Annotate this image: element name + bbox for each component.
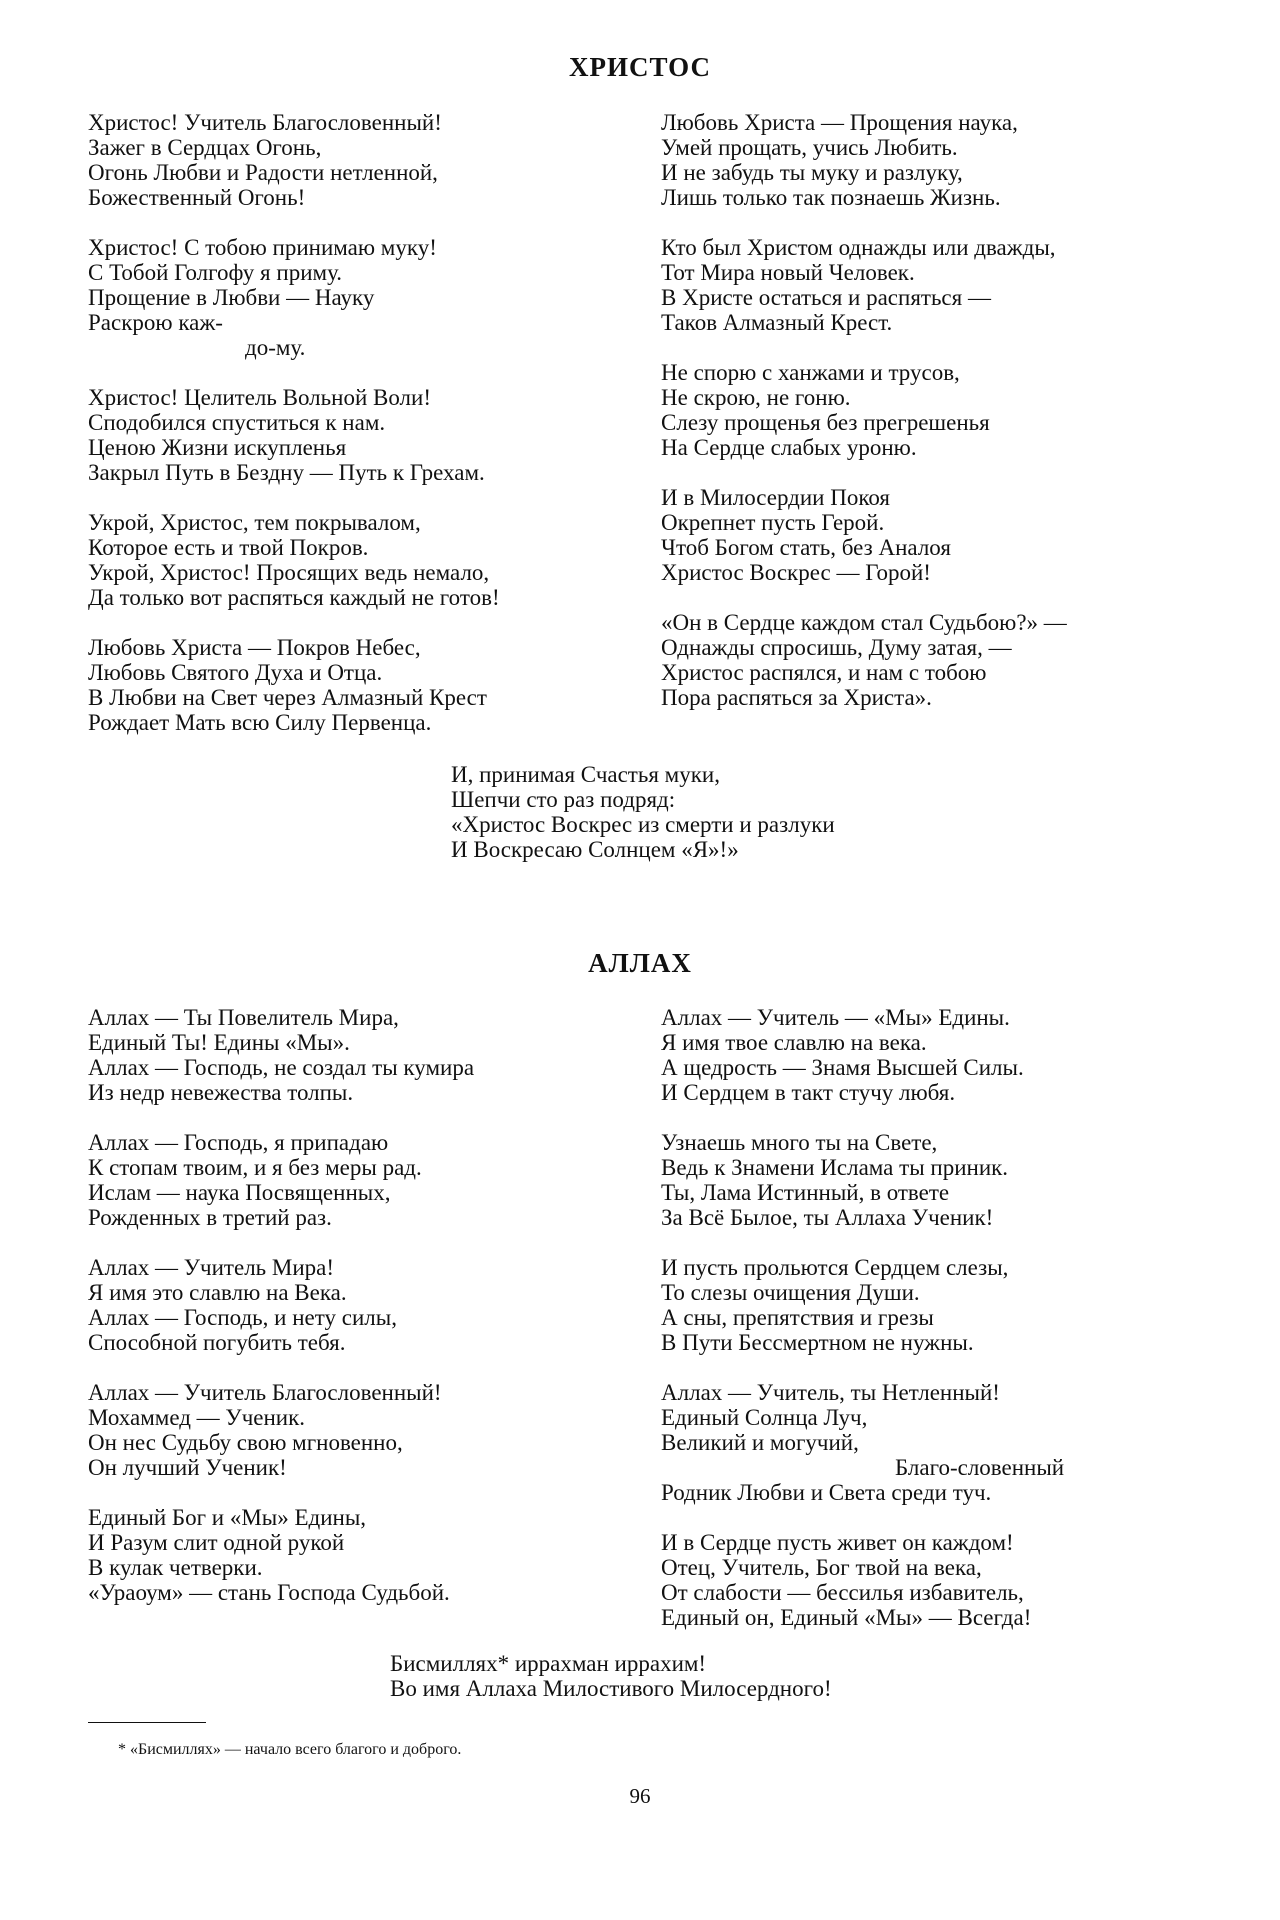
verse-line: Шепчи сто раз подряд:: [451, 787, 676, 812]
verse-line: И Разум слит одной рукой: [88, 1530, 345, 1555]
verse-line: Рожденных в третий раз.: [88, 1205, 332, 1230]
verse-line: Единый Ты! Едины «Мы».: [88, 1030, 350, 1055]
verse-line: А сны, препятствия и грезы: [661, 1305, 934, 1330]
stanza: [661, 1380, 1241, 1505]
verse-line: Любовь Христа — Покров Небес,: [88, 635, 421, 660]
verse-line: Ценою Жизни искупленья: [88, 435, 347, 460]
verse-line: Однажды спросишь, Думу затая, —: [661, 635, 1012, 660]
poem1-right-column: [661, 110, 1241, 710]
stanza: [661, 1255, 1241, 1355]
stanza: [661, 235, 1241, 335]
verse-line: Аллах — Учитель — «Мы» Едины.: [661, 1005, 1010, 1030]
verse-line: до-му.: [245, 335, 306, 360]
verse-line: Узнаешь много ты на Свете,: [661, 1130, 938, 1155]
stanza: [451, 762, 1011, 862]
verse-line: Кто был Христом однажды или дважды,: [661, 235, 1056, 260]
poem-title-allah: АЛЛАХ: [588, 948, 692, 978]
verse-line: Укрой, Христос! Просящих ведь немало,: [88, 560, 490, 585]
verse-line: Аллах — Учитель, ты Нетленный!: [661, 1380, 1000, 1405]
verse-line: Ведь к Знамени Ислама ты приник.: [661, 1155, 1009, 1180]
verse-line: Мохаммед — Ученик.: [88, 1405, 306, 1430]
verse-line: Единый он, Единый «Мы» — Всегда!: [661, 1605, 1032, 1630]
verse-line: Отец, Учитель, Бог твой на века,: [661, 1555, 982, 1580]
stanza: [661, 1130, 1241, 1230]
verse-line: Умей прощать, учись Любить.: [661, 135, 958, 160]
verse-line: Чтоб Богом стать, без Аналоя: [661, 535, 951, 560]
stanza: [661, 110, 1241, 210]
verse-line: Бисмиллях* иррахман иррахим!: [390, 1651, 707, 1676]
stanza: [88, 1505, 628, 1605]
verse-line: И в Сердце пусть живет он каждом!: [661, 1530, 1014, 1555]
verse-line: Не скрою, не гоню.: [661, 385, 851, 410]
footnote: * «Бисмиллях» — начало всего благого и доброго.: [118, 1741, 462, 1758]
verse-line: Раскрою каж-: [88, 310, 223, 335]
verse-line: И в Милосердии Покоя: [661, 485, 891, 510]
verse-line: А щедрость — Знамя Высшей Силы.: [661, 1055, 1024, 1080]
verse-line: Христос! Целитель Вольной Воли!: [88, 385, 432, 410]
footnote-divider: [88, 1722, 206, 1723]
verse-line: Тот Мира новый Человек.: [661, 260, 915, 285]
stanza: [390, 1651, 1090, 1701]
verse-line: Христос Воскрес — Горой!: [661, 560, 931, 585]
verse-line: Он лучший Ученик!: [88, 1455, 287, 1480]
stanza: [661, 610, 1241, 710]
page-number: 96: [629, 1784, 651, 1808]
verse-line: И Сердцем в такт стучу любя.: [661, 1080, 956, 1105]
verse-line: Сподобился спуститься к нам.: [88, 410, 386, 435]
verse-line: «Ураоум» — стань Господа Судьбой.: [88, 1580, 450, 1605]
verse-line: И Воскресаю Солнцем «Я»!»: [451, 837, 739, 862]
verse-line: Лишь только так познаешь Жизнь.: [661, 185, 1001, 210]
verse-line: Единый Солнца Луч,: [661, 1405, 868, 1430]
verse-line: В Пути Бессмертном не нужны.: [661, 1330, 974, 1355]
verse-line: Христос распялся, и нам с тобою: [661, 660, 987, 685]
stanza: [661, 1005, 1241, 1105]
stanza: [88, 235, 628, 360]
verse-line: Аллах — Ты Повелитель Мира,: [88, 1005, 399, 1030]
verse-line: Огонь Любви и Радости нетленной,: [88, 160, 438, 185]
verse-line: Ты, Лама Истинный, в ответе: [661, 1180, 950, 1205]
verse-line: Которое есть и твой Покров.: [88, 535, 369, 560]
stanza: [88, 1130, 628, 1230]
verse-line: Рождает Мать всю Силу Первенца.: [88, 710, 432, 735]
poem1-final-stanza: [451, 762, 1011, 862]
stanza: [661, 1530, 1241, 1630]
stanza: [88, 1380, 628, 1480]
poem-title-christ: ХРИСТОС: [569, 52, 711, 82]
verse-line: Укрой, Христос, тем покрывалом,: [88, 510, 421, 535]
verse-line: Прощение в Любви — Науку: [88, 285, 375, 310]
verse-line: В Христе остаться и распяться —: [661, 285, 991, 310]
poem2-final-stanza: [390, 1651, 1090, 1701]
verse-line: Родник Любви и Света среди туч.: [661, 1480, 992, 1505]
verse-line: К стопам твоим, и я без меры рад.: [88, 1155, 422, 1180]
verse-line: Он нес Судьбу свою мгновенно,: [88, 1430, 403, 1455]
verse-line: Великий и могучий,: [661, 1430, 859, 1455]
verse-line: Аллах — Господь, не создал ты кумира: [88, 1055, 475, 1080]
verse-line: Я имя твое славлю на века.: [661, 1030, 927, 1055]
verse-line: Любовь Христа — Прощения наука,: [661, 110, 1018, 135]
verse-line: То слезы очищения Души.: [661, 1280, 920, 1305]
verse-line: Аллах — Господь, и нету силы,: [88, 1305, 397, 1330]
verse-line: Благо-словенный: [895, 1455, 1065, 1480]
poem2-right-column: [661, 1005, 1241, 1630]
poem1-left-column: [88, 110, 628, 735]
verse-line: Божественный Огонь!: [88, 185, 306, 210]
verse-line: Во имя Аллаха Милостивого Милосердного!: [390, 1676, 832, 1701]
verse-line: Способной погубить тебя.: [88, 1330, 346, 1355]
verse-line: Любовь Святого Духа и Отца.: [88, 660, 383, 685]
verse-line: Таков Алмазный Крест.: [661, 310, 893, 335]
stanza: [661, 485, 1241, 585]
verse-line: Аллах — Учитель Мира!: [88, 1255, 335, 1280]
verse-line: Христос! Учитель Благословенный!: [88, 110, 442, 135]
verse-line: Аллах — Господь, я припадаю: [88, 1130, 389, 1155]
verse-line: Христос! С тобою принимаю муку!: [88, 235, 437, 260]
verse-line: Не спорю с ханжами и трусов,: [661, 360, 960, 385]
verse-line: Я имя это славлю на Века.: [88, 1280, 347, 1305]
stanza: [88, 1005, 628, 1105]
verse-line: За Всё Былое, ты Аллаха Ученик!: [661, 1205, 994, 1230]
verse-line: И не забудь ты муку и разлуку,: [661, 160, 963, 185]
verse-line: На Сердце слабых уроню.: [661, 435, 917, 460]
poem2-left-column: [88, 1005, 628, 1605]
stanza: [661, 360, 1241, 460]
verse-line: Из недр невежества толпы.: [88, 1080, 354, 1105]
verse-line: В Любви на Свет через Алмазный Крест: [88, 685, 487, 710]
verse-line: С Тобой Голгофу я приму.: [88, 260, 343, 285]
verse-line: Аллах — Учитель Благословенный!: [88, 1380, 442, 1405]
verse-line: «Он в Сердце каждом стал Судьбою?» —: [661, 610, 1067, 635]
verse-line: И пусть прольются Сердцем слезы,: [661, 1255, 1009, 1280]
verse-line: Да только вот распяться каждый не готов!: [88, 585, 500, 610]
verse-line: И, принимая Счастья муки,: [451, 762, 720, 787]
stanza: [88, 110, 628, 210]
verse-line: Слезу прощенья без прегрешенья: [661, 410, 990, 435]
stanza: [88, 635, 628, 735]
verse-line: Закрыл Путь в Бездну — Путь к Грехам.: [88, 460, 485, 485]
verse-line: Зажег в Сердцах Огонь,: [88, 135, 322, 160]
verse-line: От слабости — бессилья избавитель,: [661, 1580, 1024, 1605]
stanza: [88, 1255, 628, 1355]
verse-line: Единый Бог и «Мы» Едины,: [88, 1505, 367, 1530]
stanza: [88, 510, 628, 610]
verse-line: В кулак четверки.: [88, 1555, 263, 1580]
verse-line: Ислам — наука Посвященных,: [88, 1180, 391, 1205]
verse-line: Пора распяться за Христа».: [661, 685, 932, 710]
verse-line: Окрепнет пусть Герой.: [661, 510, 885, 535]
verse-line: «Христос Воскрес из смерти и разлуки: [451, 812, 835, 837]
stanza: [88, 385, 628, 485]
